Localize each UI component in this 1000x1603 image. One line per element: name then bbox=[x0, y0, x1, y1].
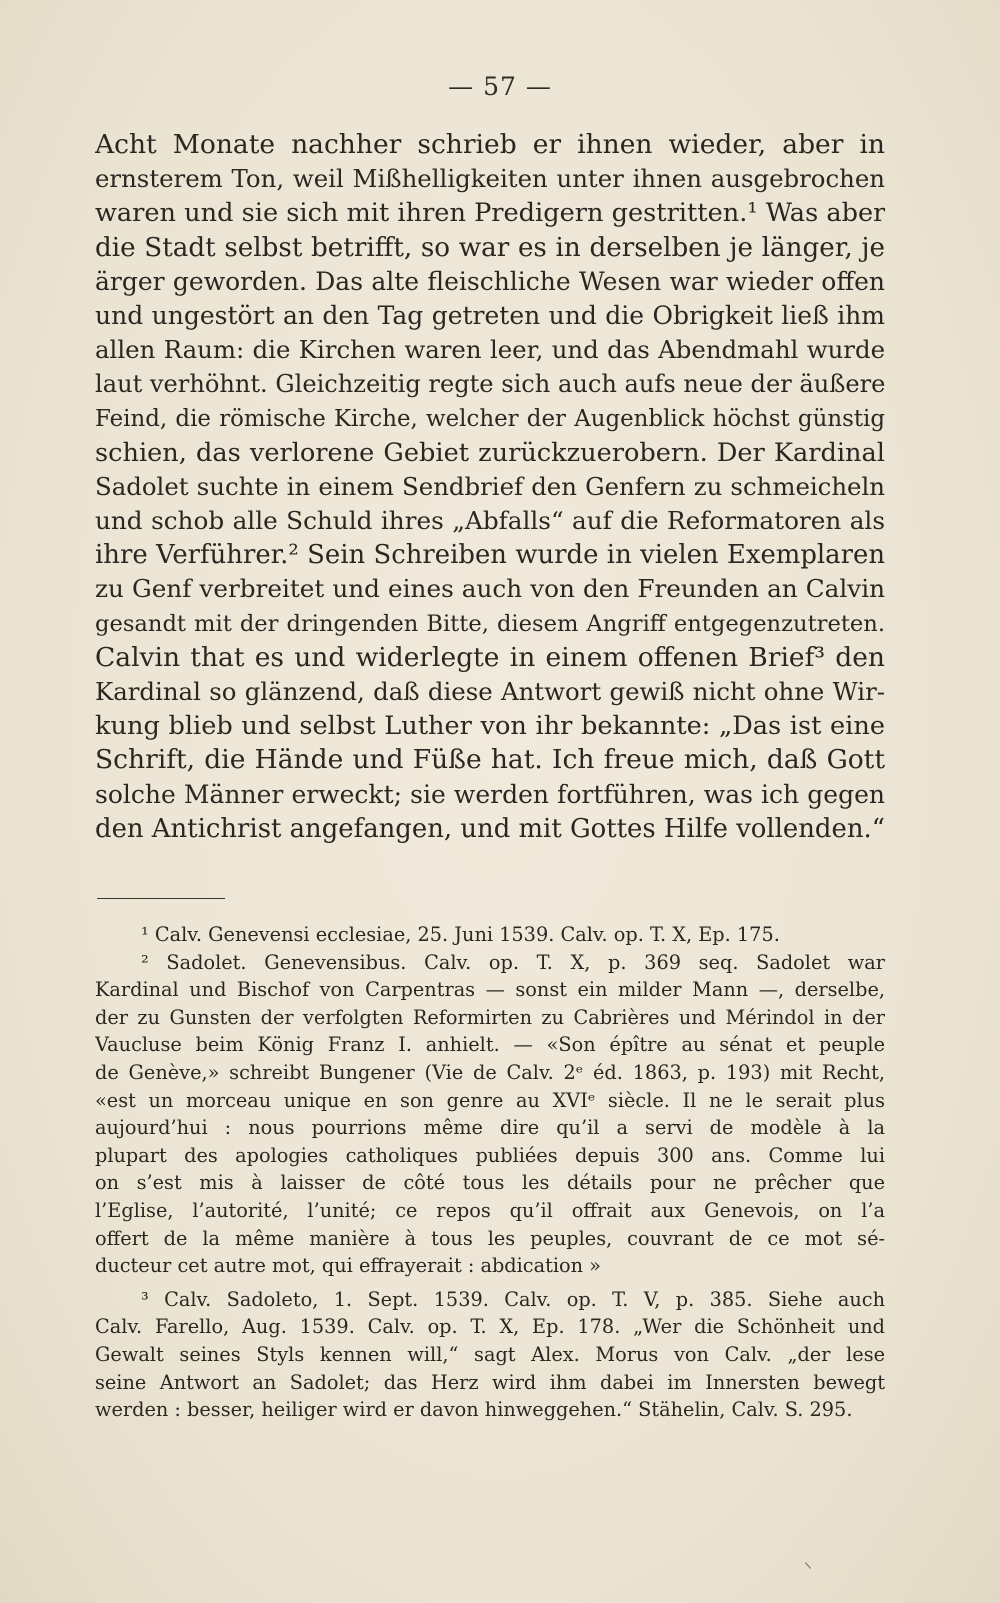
text-line: und schob alle Schuld ihres „Abfalls“ auf die Reformatoren als bbox=[95, 506, 885, 536]
text-line: Acht Monate nachher schrieb er ihnen wieder, aber in bbox=[95, 129, 885, 160]
footnote-line: «est un morceau unique en son genre au XVIᵉ siècle. Il ne le serait plus bbox=[95, 1088, 885, 1112]
text-line: und ungestört an den Tag getreten und die Obrigkeit ließ ihm bbox=[95, 300, 885, 330]
text-line: die Stadt selbst betrifft, so war es in derselben je länger, je bbox=[95, 232, 885, 263]
text-line: ernsterem Ton, weil Mißhelligkeiten unter ihnen ausgebrochen bbox=[95, 164, 885, 194]
footnote-line: aujourd’hui : nous pourrions même dire qu’il a servi de modèle à la bbox=[95, 1116, 885, 1140]
footnote-separator bbox=[97, 898, 225, 899]
page-number: — 57 — bbox=[448, 72, 552, 101]
footnote-2: ² Sadolet. Genevensibus. Calv. op. T. X, p. 369 seq. Sadolet war bbox=[141, 950, 885, 974]
footnote-line: de Genève,» schreibt Bungener (Vie de Calv. 2ᵉ éd. 1863, p. 193) mit Recht, bbox=[95, 1060, 885, 1084]
text-line: laut verhöhnt. Gleichzeitig regte sich auch aufs neue der äußere bbox=[95, 370, 885, 399]
text-line: schien, das verlorene Gebiet zurückzuerobern. Der Kardinal bbox=[95, 437, 885, 468]
text-line: Feind, die römische Kirche, welcher der Augenblick höchst günstig bbox=[95, 405, 885, 432]
text-line: zu Genf verbreitet und eines auch von den Freunden an Calvin bbox=[95, 574, 885, 604]
footnote-line: l’Eglise, l’autorité, l’unité; ce repos qu’il offrait aux Genevois, on l’a bbox=[95, 1198, 885, 1222]
text-line: waren und sie sich mit ihren Predigern gestritten.¹ Was aber bbox=[95, 198, 885, 229]
footnote-line: on s’est mis à laisser de côté tous les détails pour ne prêcher que bbox=[95, 1171, 885, 1195]
text-line: solche Männer erweckt; sie werden fortführen, was ich gegen bbox=[95, 779, 885, 809]
footnote-line: Vaucluse beim König Franz I. anhielt. — «Son épître au sénat et peuple bbox=[95, 1033, 885, 1057]
footnote-line: Kardinal und Bischof von Carpentras — sonst ein milder Mann —, derselbe, bbox=[95, 978, 885, 1002]
footnote-line: seine Antwort an Sadolet; das Herz wird ihm dabei im Innersten bewegt bbox=[95, 1370, 885, 1394]
text-line: Schrift, die Hände und Füße hat. Ich freue mich, daß Gott bbox=[95, 744, 885, 776]
text-line: Calvin that es und widerlegte in einem offenen Brief³ den bbox=[95, 641, 885, 673]
footnote-line: offert de la même manière à tous les peuples, couvrant de ce mot sé- bbox=[95, 1226, 885, 1250]
paper-speck bbox=[805, 1562, 811, 1569]
footnote-line: ducteur cet autre mot, qui effrayerait : abdication » bbox=[95, 1254, 601, 1278]
footnote-line: Calv. Farello, Aug. 1539. Calv. op. T. X, Ep. 178. „Wer die Schönheit und bbox=[95, 1315, 885, 1339]
footnote-line: plupart des apologies catholiques publiées depuis 300 ans. Comme lui bbox=[95, 1143, 885, 1167]
text-line: gesandt mit der dringenden Bitte, diesem Angriff entgegenzutreten. bbox=[95, 610, 885, 637]
text-line: Sadolet suchte in einem Sendbrief den Genfern zu schmeicheln bbox=[95, 471, 885, 501]
text-line: Kardinal so glänzend, daß diese Antwort gewiß nicht ohne Wir- bbox=[95, 677, 885, 706]
text-line: ihre Verführer.² Sein Schreiben wurde in vielen Exemplaren bbox=[95, 540, 885, 571]
footnote-3: ³ Calv. Sadoleto, 1. Sept. 1539. Calv. op. T. V, p. 385. Siehe auch bbox=[141, 1287, 885, 1311]
footnote-line: werden : besser, heiliger wird er davon hinweggehen.“ Stähelin, Calv. S. 295. bbox=[95, 1398, 853, 1422]
footnotes bbox=[95, 921, 885, 1424]
footnote-line: der zu Gunsten der verfolgten Reformirten zu Cabrières und Mérindol in der bbox=[95, 1005, 885, 1029]
text-line: ärger geworden. Das alte fleischliche Wesen war wieder offen bbox=[95, 266, 885, 296]
footnote-1: ¹ Calv. Genevensi ecclesiae, 25. Juni 1539. Calv. op. T. X, Ep. 175. bbox=[141, 923, 780, 946]
text-line: kung blieb und selbst Luther von ihr bekannte: „Das ist eine bbox=[95, 711, 885, 742]
footnote-line: Gewalt seines Styls kennen will,“ sagt Alex. Morus von Calv. „der lese bbox=[95, 1342, 885, 1366]
main-text bbox=[95, 128, 885, 846]
text-line: den Antichrist angefangen, und mit Gottes Hilfe vollenden.“ bbox=[95, 813, 885, 844]
text-line: allen Raum: die Kirchen waren leer, und das Abendmahl wurde bbox=[95, 335, 885, 365]
